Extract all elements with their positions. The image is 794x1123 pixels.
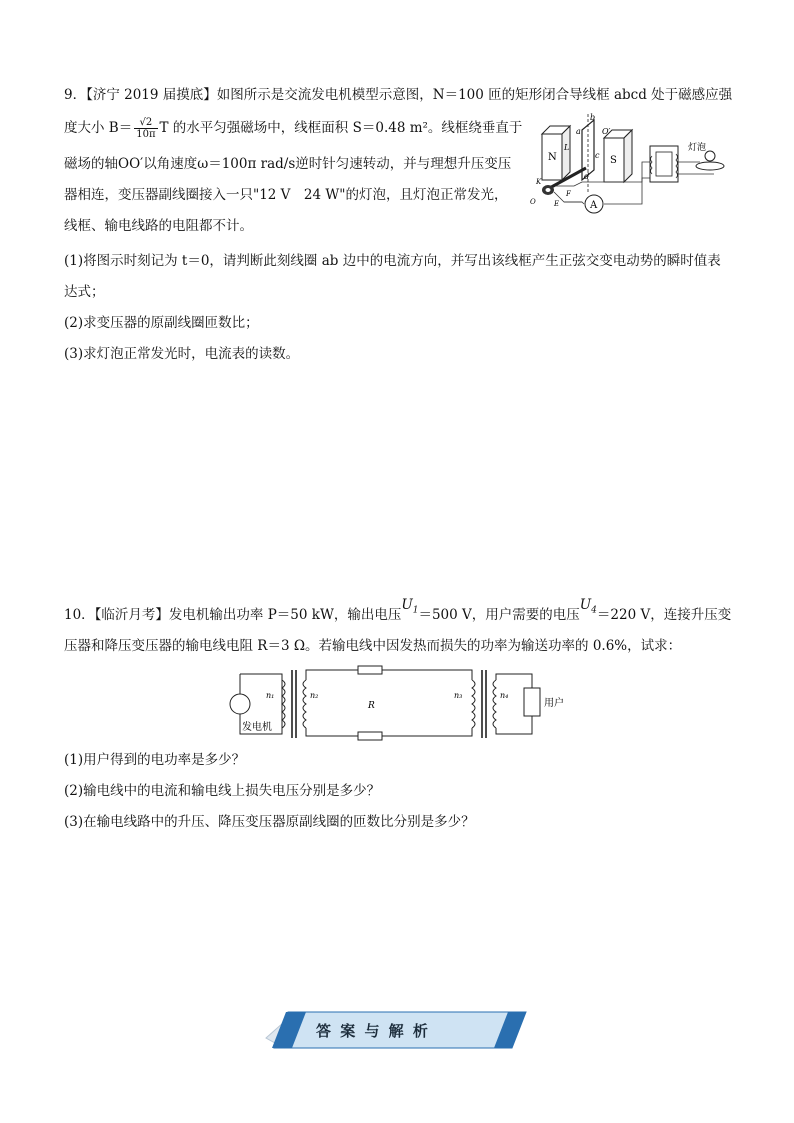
q10-sub-1: (1)用户得到的电功率是多少？ — [64, 752, 246, 768]
q10-line-1 — [64, 597, 732, 630]
banner-title: 答 案 与 解 析 — [316, 1022, 430, 1040]
coil-n4 — [493, 680, 496, 728]
label-n3: n₃ — [454, 691, 463, 700]
label-S: S — [610, 155, 617, 166]
fraction-numerator: √2 — [134, 117, 157, 129]
generator-symbol — [230, 694, 250, 714]
U4-symbol — [579, 597, 597, 616]
q9-line-5: 线框、输电线路的电阻都不计。 — [64, 218, 253, 234]
label-n4: n₄ — [500, 691, 509, 700]
resistor-bottom — [358, 732, 382, 740]
label-c: c — [595, 151, 600, 160]
label-O-prime: O′ — [602, 127, 611, 136]
q10-line-2: 压器和降压变压器的输电线电阻 R＝3 Ω。若输电线中因发热而损失的功率为输送功率的 0.6%，试求： — [64, 638, 682, 654]
generator-label: 发电机 — [242, 722, 272, 733]
answer-section-banner — [262, 1008, 532, 1052]
U4-subscript: 4 — [591, 605, 597, 616]
q9-line-3: 磁场的轴OO′以角速度ω＝100π rad/s逆时针匀速转动，并与理想升压变压 — [64, 156, 512, 172]
label-N: N — [548, 152, 557, 163]
q9-line-2 — [64, 117, 522, 140]
label-d: d — [584, 172, 590, 181]
q9-sub-1-line-1: (1)将图示时刻记为 t＝0，请判断此刻线圈 ab 边中的电流方向，并写出该线框产生正弦交变电动势的瞬时值表 — [64, 253, 721, 269]
q10-sub-3: (3)在输电线路中的升压、降压变压器原副线圈的匝数比分别是多少？ — [64, 814, 475, 830]
q9-line-4: 器相连，变压器副线圈接入一只"12 V 24 W"的灯泡，且灯泡正常发光， — [64, 187, 508, 203]
label-O: O — [530, 198, 536, 206]
q9-line-1: 9．【济宁 2019 届摸底】如图所示是交流发电机模型示意图，N＝100 匝的矩形闭合导线框 abcd 处于磁感应强 — [64, 87, 733, 103]
label-n2: n₂ — [310, 691, 319, 700]
U1-symbol — [401, 597, 419, 616]
lamp-bulb — [705, 151, 715, 161]
U1-subscript: 1 — [412, 605, 419, 616]
generator-model-figure — [524, 112, 736, 218]
label-R: R — [368, 701, 375, 711]
q10-line-1-middle: ＝500 V，用户需要的电压 — [418, 607, 580, 623]
q9-sub-1-line-2: 达式； — [64, 284, 105, 300]
label-n1: n₁ — [266, 691, 275, 700]
label-K: K — [536, 178, 542, 186]
transformer — [650, 146, 678, 182]
label-L: L — [564, 143, 570, 152]
label-E: E — [554, 200, 560, 208]
label-F: F — [566, 190, 571, 198]
coil-n2 — [303, 680, 306, 728]
resistor-top — [358, 666, 382, 674]
lamp-base — [696, 162, 724, 170]
coil-n3 — [472, 680, 475, 728]
user-load — [524, 688, 540, 716]
q10-line-1-start: 10．【临沂月考】发电机输出功率 P＝50 kW，输出电压 — [64, 607, 402, 623]
coil-n1 — [282, 680, 285, 728]
ammeter-label: A — [590, 200, 598, 211]
q9-sub-2: (2)求变压器的原副线圈匝数比； — [64, 315, 259, 331]
q9-line-2-end: T 的水平匀强磁场中，线框面积 S＝0.48 m²。线框绕垂直于 — [159, 120, 523, 136]
U1-letter: U — [401, 597, 413, 613]
transmission-circuit-figure — [226, 664, 574, 744]
q10-line-1-end: ＝220 V，连接升压变 — [596, 607, 732, 623]
user-label: 用户 — [544, 698, 564, 709]
U4-letter: U — [579, 597, 592, 613]
label-a: a — [576, 127, 581, 136]
fraction-denominator: 10π — [136, 129, 156, 140]
label-b: b — [590, 113, 596, 122]
lamp-label: 灯泡 — [688, 143, 707, 153]
q9-sub-3: (3)求灯泡正常发光时，电流表的读数。 — [64, 346, 300, 362]
magnetic-field-fraction — [134, 117, 157, 140]
q9-line-2-start: 度大小 B＝ — [64, 120, 133, 136]
q10-sub-2: (2)输电线中的电流和输电线上损失电压分别是多少？ — [64, 783, 381, 799]
